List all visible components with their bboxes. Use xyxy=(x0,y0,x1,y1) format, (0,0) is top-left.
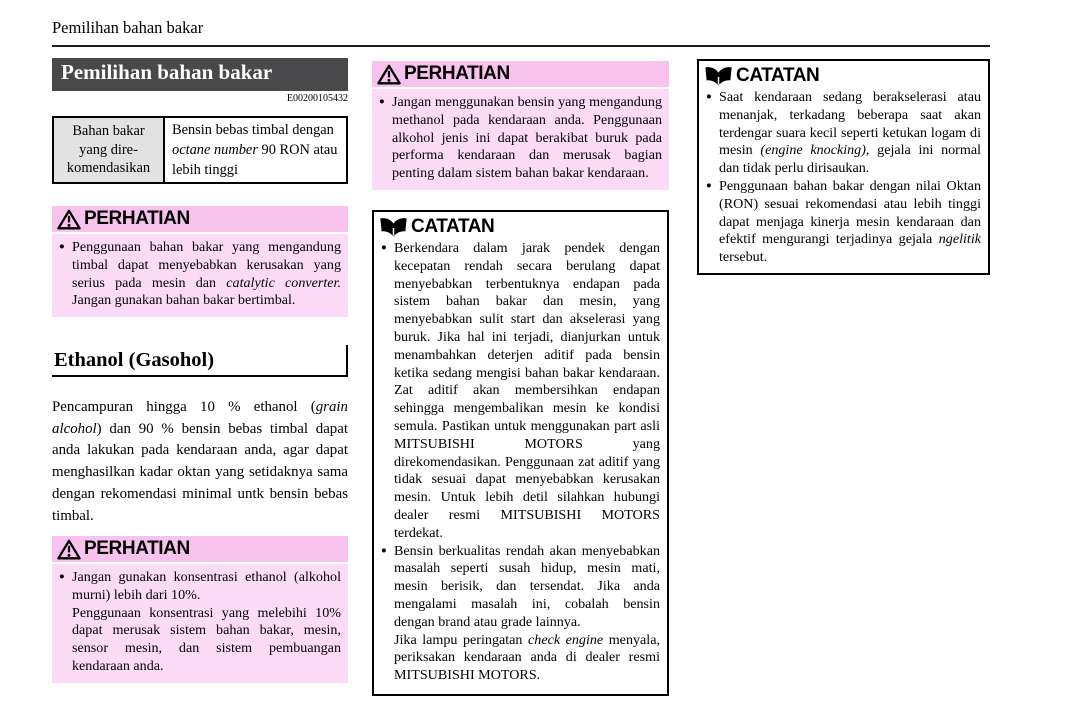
header-divider xyxy=(52,45,990,47)
bullet-marker: ● xyxy=(379,97,385,107)
note-label: CATATAN xyxy=(411,216,495,237)
note-header xyxy=(699,61,988,88)
caution-box-methanol xyxy=(372,61,669,190)
caution-header xyxy=(372,61,669,87)
bullet-marker: ● xyxy=(381,243,387,253)
note-header xyxy=(374,212,667,239)
note-text: Berkendara dalam jarak pendek dengan kecepatan rendah secara berulang dapat menyebabkan terbentuknya endapan pada sistem bahan bakar dan mesin, yang menyebabkan sulit start dan akselerasi yang buruk. Jika hal ini terjadi, dianjurkan untuk menambahkan deterjen aditif pada bensin ketika sedang mengisi bahan bakar kendaraan. Zat aditif akan membersihkan endapan sehingga mengembalikan mesin ke kondisi semula. Pastikan untuk menggunakan part asli MITSUBISHI MOTORS yang direkomendasikan. Penggunaan zat aditif yang tidak sesuai dapat menyebabkan kerusakan mesin. Untuk lebih detil silahkan hubungi dealer resmi MITSUBISHI MOTORS terdekat. xyxy=(394,240,660,541)
subsection-heading: Ethanol (Gasohol) xyxy=(52,345,348,377)
list-item xyxy=(381,543,660,685)
caution-box-ethanol-limit xyxy=(52,536,348,683)
warning-triangle-icon xyxy=(377,64,401,85)
bullet-marker: ● xyxy=(706,180,712,191)
note-text: Penggunaan bahan bakar dengan nilai Oktan (RON) sesuai rekomendasi atau lebih tinggi dapat menjaga kinerja mesin kendaraan dan efektif mengurangi terjadinya gejala ngelitik tersebut. xyxy=(719,177,981,266)
caution-header xyxy=(52,536,348,562)
caution-body xyxy=(372,89,669,190)
bullet-marker: ● xyxy=(59,242,65,252)
open-book-icon xyxy=(379,217,408,238)
caution-text: Penggunaan bahan bakar yang mengandung timbal dapat menyebabkan kerusakan yang serius pada mesin dan catalytic converter. Jangan gunakan bahan bakar bertimbal. xyxy=(72,239,341,309)
note-text: Bensin berkualitas rendah akan menyebabkan masalah seperti susah hidup, mesin mati, mesin berisik, dan tersendat. Jika anda mengalami masalah ini, cobalah bensin dengan brand atau grade lainnya. xyxy=(394,542,660,630)
note-label: CATATAN xyxy=(736,65,820,86)
list-item xyxy=(706,178,981,267)
table-label-cell: Bahan bakar yang dire-komendasikan xyxy=(54,118,165,182)
note-body xyxy=(699,88,988,273)
table-value-cell: Bensin bebas timbal dengan octane number 90 RON atau lebih tinggi xyxy=(172,122,338,178)
caution-label: PERHATIAN xyxy=(84,538,190,559)
list-item xyxy=(706,89,981,178)
open-book-icon xyxy=(704,66,733,87)
caution-body xyxy=(52,564,348,683)
section-title-bar xyxy=(52,58,348,91)
caution-header xyxy=(52,206,348,232)
list-item xyxy=(381,240,660,543)
note-text: Jika lampu peringatan check engine menyala, periksakan kendaraan anda di dealer resmi MITSUBISHI MOTORS. xyxy=(394,631,660,684)
bullet-marker: ● xyxy=(706,92,712,102)
caution-text: Jangan gunakan konsentrasi ethanol (alkohol murni) lebih dari 10%. xyxy=(72,569,341,603)
section-title: Pemilihan bahan bakar xyxy=(61,60,273,84)
caution-box-leaded-fuel xyxy=(52,206,348,317)
body-paragraph: Pencampuran hingga 10 % ethanol (grain alcohol) dan 90 % bensin bebas timbal dapat anda lakukan pada kendaraan anda, agar dapat menghasilkan kadar oktan yang setidaknya sama dengan rekomendasi minimal untk bensin bebas timbal. xyxy=(52,399,348,524)
fuel-recommendation-table xyxy=(52,116,348,184)
bullet-marker: ● xyxy=(381,545,387,556)
warning-triangle-icon xyxy=(57,539,81,560)
running-header: Pemilihan bahan bakar xyxy=(52,18,204,37)
caution-label: PERHATIAN xyxy=(84,208,190,229)
note-box-fuel-quality xyxy=(372,210,669,696)
caution-text: Penggunaan konsentrasi yang melebihi 10% dapat merusak sistem bahan bakar, mesin, sensor mesin, dan sistem pembuangan kendaraan anda. xyxy=(72,604,341,674)
note-body xyxy=(374,239,667,691)
list-item xyxy=(59,569,341,676)
warning-triangle-icon xyxy=(57,209,81,230)
list-item xyxy=(379,94,662,183)
note-box-engine-knocking xyxy=(697,59,990,275)
caution-body xyxy=(52,234,348,317)
section-code: E00200105432 xyxy=(286,93,348,104)
bullet-marker: ● xyxy=(59,572,65,582)
list-item xyxy=(59,239,341,310)
caution-label: PERHATIAN xyxy=(404,63,510,84)
caution-text: Jangan menggunakan bensin yang mengandung methanol pada kendaraan anda. Penggunaan alkohol jenis ini dapat berakibat buruk pada performa kendaraan dan merusak bagian penting dalam sistem bahan bakar kendaraan. xyxy=(392,94,662,182)
note-text: Saat kendaraan sedang berakselerasi atau menanjak, terkadang beberapa saat akan terdengar suara kecil seperti ketukan logam di mesin (engine knocking), gejala ini normal dan tidak perlu dirisaukan. xyxy=(719,89,981,177)
